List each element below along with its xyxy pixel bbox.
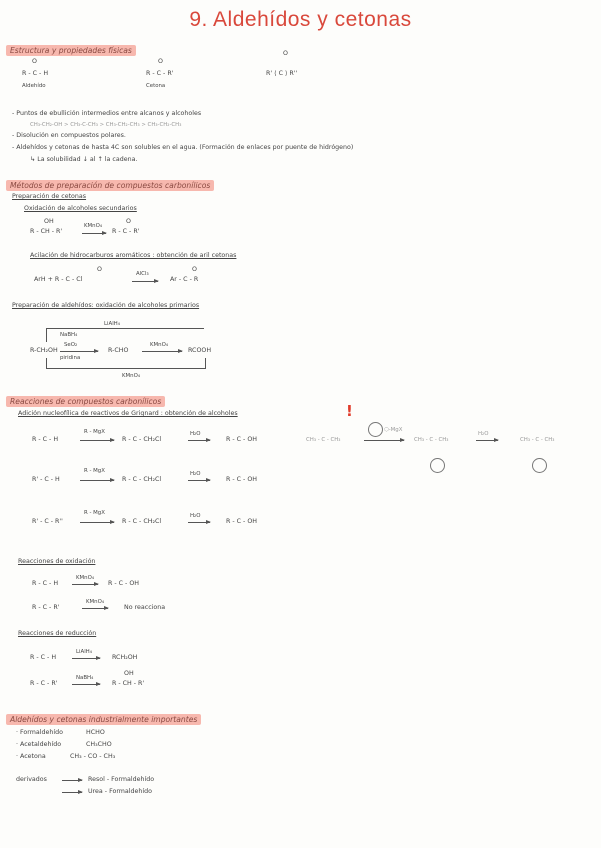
phenyl-ring-icon: [368, 422, 383, 437]
ox-left: R - CH - R': [30, 228, 63, 235]
derivative-1: Resol - Formaldehído: [88, 776, 155, 783]
r2-right: R - C - OH: [226, 476, 258, 483]
d1-right: RCH₂OH: [112, 654, 138, 661]
d2-right: R - CH - R': [112, 680, 145, 687]
acyl-right: Ar - C - R: [170, 276, 199, 283]
o1-arrow: [72, 584, 98, 585]
phenyl-ring-icon-2: [430, 458, 445, 473]
prep-reagent-3: piridina: [60, 355, 81, 361]
prep-arrow-1: [60, 351, 98, 352]
derivatives-label: derivados: [16, 776, 47, 783]
side-b: CH₃ - C - CH₃: [414, 437, 449, 443]
d1-arrow: [72, 658, 100, 659]
subheading-ketones: Preparación de cetonas: [12, 193, 87, 200]
trigonal-formula: R' ⟨ C ⟩ R'': [266, 70, 298, 77]
d2-oh: OH: [124, 670, 134, 677]
prep-right: RCOOH: [188, 347, 212, 354]
page-title: 9. Aldehídos y cetonas: [189, 8, 412, 31]
derivative-arrow-1: [62, 780, 82, 781]
ind-formula-2: CH₃CHO: [86, 741, 112, 748]
ind-formula-3: CH₃ - CO - CH₃: [70, 753, 116, 760]
r1-mid: R - C - CH₂Cl: [122, 436, 162, 443]
subheading-aldehydes: Preparación de aldehídos: oxidación de alcoholes primarios: [12, 302, 200, 309]
reduction-bracket: [46, 328, 204, 329]
o1-left: R - C - H: [32, 580, 59, 587]
derivative-2: Urea - Formaldehído: [88, 788, 152, 795]
side-water-arrow: [476, 440, 498, 441]
ox-arrow: [82, 233, 106, 234]
o1-right: R - C - OH: [108, 580, 140, 587]
prep-reagent-2: SeO₂: [64, 342, 78, 348]
r3-water-arrow: [188, 522, 210, 523]
reduction-bracket-left: [46, 328, 47, 342]
r3-left: R' - C - R'': [32, 518, 63, 525]
r1-left: R - C - H: [32, 436, 59, 443]
prop-line-5: ↳ La solubilidad ↓ al ↑ la cadena.: [30, 156, 138, 163]
d2-reagent: NaBH₄: [76, 675, 94, 681]
prep-reagent-4: KMnO₄: [150, 342, 169, 348]
d2-arrow: [72, 684, 100, 685]
trigonal-oxygen: O: [283, 50, 288, 57]
side-c: CH₃ - C - CH₃: [520, 437, 555, 443]
oxidation-bracket: [46, 368, 206, 369]
r1-arrow: [80, 440, 114, 441]
r1-right: R - C - OH: [226, 436, 258, 443]
subheading-oxidation-secondary: Oxidación de alcoholes secundarios: [24, 205, 137, 212]
r3-right: R - C - OH: [226, 518, 258, 525]
prep-left: R-CH₂OH: [30, 347, 58, 354]
section-heading-reactions: Reacciones de compuestos carbonílicos: [6, 396, 165, 407]
r3-arrow: [80, 522, 114, 523]
o2-reagent: KMnO₄: [86, 599, 105, 605]
acyl-left: ArH + R - C - Cl: [34, 276, 83, 283]
acyl-o: O: [97, 266, 102, 273]
ox-o: O: [126, 218, 131, 225]
oxidation-bracket-left: [46, 358, 47, 368]
side-arrow: [364, 440, 404, 441]
ketone-label: Cetona: [146, 83, 166, 89]
ind-name-2: · Acetaldehído: [16, 741, 62, 748]
ind-formula-1: HCHO: [86, 729, 105, 736]
acyl-reagent: AlCl₃: [136, 271, 149, 277]
side-a: CH₃ - C - CH₃: [306, 437, 341, 443]
o2-arrow: [82, 608, 108, 609]
r2-reagent: R - MgX: [84, 468, 105, 474]
prep-top-reagent: LiAlH₄: [104, 321, 120, 327]
ox-right: R - C - R': [112, 228, 140, 235]
exclamation-icon: !: [346, 402, 353, 420]
phenyl-ring-icon-3: [532, 458, 547, 473]
prop-line-3: - Disolución en compuestos polares.: [12, 132, 126, 139]
aldehyde-label: Aldehído: [22, 83, 46, 89]
r1-water-arrow: [188, 440, 210, 441]
d1-left: R - C - H: [30, 654, 57, 661]
r2-arrow: [80, 480, 114, 481]
r3-mid: R - C - CH₂Cl: [122, 518, 162, 525]
prep-bottom-reagent: KMnO₄: [122, 373, 141, 379]
prep-reagent-1: NaBH₄: [60, 332, 78, 338]
side-reagent: ⬡-MgX: [384, 427, 403, 433]
o2-left: R - C - R': [32, 604, 60, 611]
subheading-grignard: Adición nucleofílica de reactivos de Grignard : obtención de alcoholes: [18, 410, 238, 417]
subheading-oxidation: Reacciones de oxidación: [18, 558, 96, 565]
o1-reagent: KMnO₄: [76, 575, 95, 581]
r3-reagent: R - MgX: [84, 510, 105, 516]
r2-water: H₂O: [190, 471, 201, 477]
r3-water: H₂O: [190, 513, 201, 519]
acyl-o2: O: [192, 266, 197, 273]
r2-left: R' - C - H: [32, 476, 60, 483]
r1-reagent: R - MgX: [84, 429, 105, 435]
oxidation-bracket-right: [205, 358, 206, 368]
ind-name-3: · Acetona: [16, 753, 46, 760]
ox-reagent: KMnO₄: [84, 223, 103, 229]
ox-oh: OH: [44, 218, 54, 225]
subheading-acylation: Acilación de hidrocarburos aromáticos : obtención de aril cetonas: [30, 252, 237, 259]
ketone-formula: R - C - R': [146, 70, 174, 77]
r2-mid: R - C - CH₂Cl: [122, 476, 162, 483]
prop-line-2: CH₃-CH₂-OH > CH₃-C-CH₃ > CH₃-CH₂-CH₃ > CH₃-CH₂-CH₃: [30, 122, 182, 128]
o2-right: No reacciona: [124, 604, 166, 611]
derivative-arrow-2: [62, 792, 82, 793]
d1-reagent: LiAlH₄: [76, 649, 92, 655]
prop-line-1: - Puntos de ebullición intermedios entre alcanos y alcoholes: [12, 110, 202, 117]
r2-water-arrow: [188, 480, 210, 481]
d2-left: R - C - R': [30, 680, 58, 687]
ketone-oxygen: O: [158, 58, 163, 65]
prop-line-4: - Aldehídos y cetonas de hasta 4C son solubles en el agua. (Formación de enlaces por puente de hidrógeno): [12, 144, 354, 151]
ind-name-1: · Formaldehído: [16, 729, 63, 736]
side-water: H₂O: [478, 431, 489, 437]
section-heading-structure: Estructura y propiedades físicas: [6, 45, 136, 56]
prep-arrow-2: [142, 351, 182, 352]
aldehyde-oxygen: O: [32, 58, 37, 65]
section-heading-preparation: Métodos de preparación de compuestos carbonílicos: [6, 180, 214, 191]
acyl-arrow: [132, 281, 158, 282]
section-heading-industrial: Aldehídos y cetonas industrialmente importantes: [6, 714, 201, 725]
aldehyde-formula: R - C - H: [22, 70, 49, 77]
prep-mid: R-CHO: [108, 347, 129, 354]
r1-water: H₂O: [190, 431, 201, 437]
subheading-reduction: Reacciones de reducción: [18, 630, 97, 637]
